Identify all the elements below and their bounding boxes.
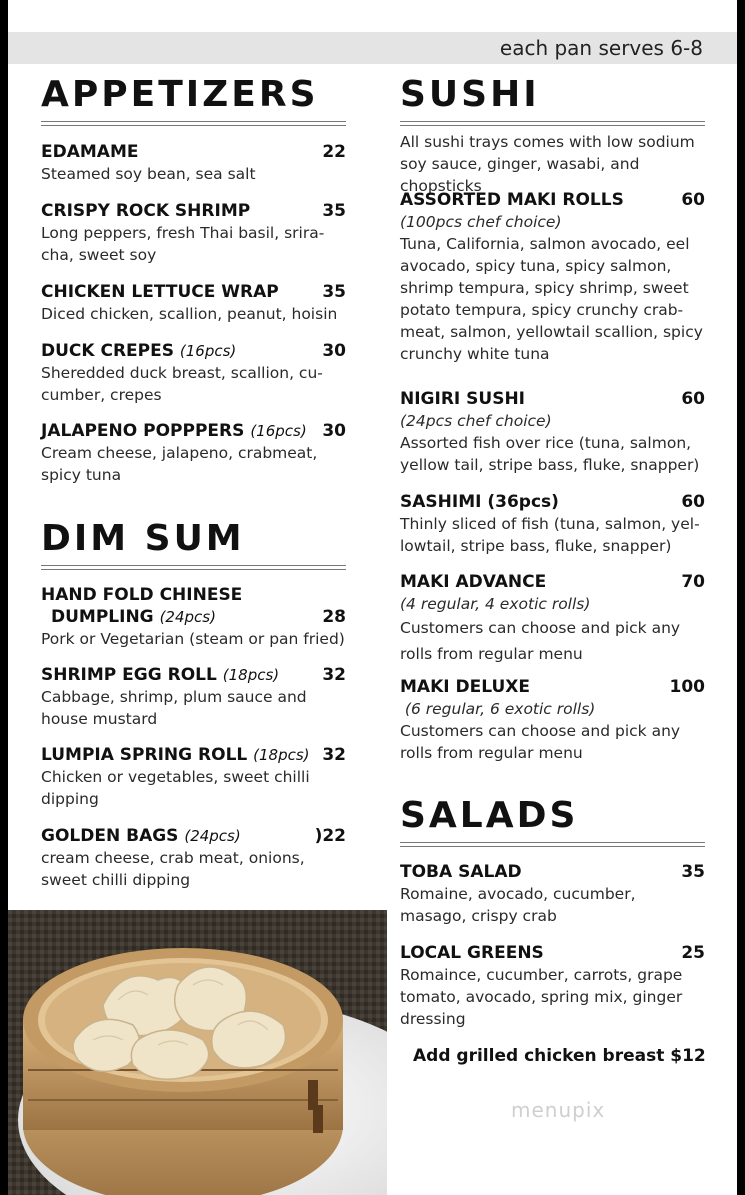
item-note: (4 regular, 4 exotic rolls)	[400, 595, 591, 613]
item-name: HAND FOLD CHINESE	[41, 585, 243, 605]
item-note: (100pcs chef choice)	[400, 213, 562, 231]
salads-heading: SALADS	[400, 795, 579, 836]
item-note: (24pcs chef choice)	[400, 412, 552, 430]
item-price: 32	[322, 745, 346, 765]
item-desc: Steamed soy bean, sea salt	[41, 165, 256, 183]
menu-item	[41, 420, 346, 486]
item-note: (18pcs)	[253, 746, 310, 764]
item-note: (6 regular, 6 exotic rolls)	[400, 700, 596, 718]
item-price: 60	[681, 492, 705, 512]
dumpling-photo	[8, 910, 387, 1195]
item-desc: Diced chicken, scallion, peanut, hoisin	[41, 305, 338, 323]
item-desc: Long peppers, fresh Thai basil, srira-cha, sweet soy	[41, 224, 325, 264]
item-name: MAKI DELUXE	[400, 677, 530, 697]
item-name	[41, 825, 346, 847]
item-name: CHICKEN LETTUCE WRAP	[41, 282, 279, 302]
item-note: (24pcs)	[184, 827, 241, 845]
item-name: TOBA SALAD	[400, 862, 522, 882]
item-price: 60	[681, 389, 705, 409]
sushi-intro-text: All sushi trays comes with low sodium soy sauce, ginger, wasabi, and chopsticks	[400, 133, 695, 195]
menu-page	[8, 0, 737, 1195]
menu-item	[41, 664, 346, 730]
item-name: MAKI ADVANCE	[400, 572, 547, 592]
item-desc: Cream cheese, jalapeno, crabmeat, spicy tuna	[41, 444, 318, 484]
item-name-text: DUMPLING	[51, 607, 154, 627]
item-desc: cream cheese, crab meat, onions, sweet chilli dipping	[41, 849, 305, 889]
item-note: (16pcs)	[179, 342, 237, 360]
item-price: 35	[322, 201, 346, 221]
dumpling-steamer-image	[8, 910, 387, 1195]
menu-item	[400, 861, 705, 927]
dimsum-divider	[41, 565, 346, 570]
item-price: 22	[322, 142, 346, 162]
appetizers-heading: APPETIZERS	[41, 74, 319, 115]
menu-item	[41, 200, 346, 266]
menu-item	[41, 744, 346, 810]
item-name-text: GOLDEN BAGS	[41, 826, 179, 846]
item-name	[41, 664, 346, 686]
item-name-text: JALAPENO POPPPERS	[41, 421, 245, 441]
item-name: ASSORTED MAKI ROLLS	[400, 190, 624, 210]
item-desc: Customers can choose and pick any rolls from regular menu	[400, 619, 681, 663]
item-note: (16pcs)	[250, 422, 307, 440]
item-name	[41, 420, 346, 442]
item-name-text: DUCK CREPES	[41, 341, 174, 361]
menu-item	[400, 942, 705, 1030]
menu-item	[41, 141, 346, 185]
appetizers-divider	[41, 121, 346, 126]
item-price: 35	[681, 862, 705, 882]
item-price: 30	[322, 341, 346, 361]
item-price: 25	[681, 943, 705, 963]
item-desc: Assorted fish over rice (tuna, salmon, yellow tail, stripe bass, fluke, snapper)	[400, 434, 700, 474]
menu-item	[41, 340, 346, 406]
item-desc: Thinly sliced of fish (tuna, salmon, yel-lowtail, stripe bass, fluke, snapper)	[400, 515, 700, 555]
item-desc: Romaince, cucumber, carrots, grape tomato, avocado, spring mix, ginger dressing	[400, 966, 683, 1028]
item-desc: Pork or Vegetarian (steam or pan fried)	[41, 630, 345, 648]
item-name: LOCAL GREENS	[400, 943, 544, 963]
sushi-heading: SUSHI	[400, 74, 540, 115]
item-note: (18pcs)	[222, 666, 280, 684]
item-desc: Sheredded duck breast, scallion, cu-cumber, crepes	[41, 364, 323, 404]
item-name-text: SHRIMP EGG ROLL	[41, 665, 217, 685]
item-price: 60	[681, 190, 705, 210]
dimsum-heading: DIM SUM	[41, 518, 245, 559]
item-name	[41, 744, 346, 766]
item-name: EDAMAME	[41, 142, 139, 162]
item-desc: Chicken or vegetables, sweet chilli dipping	[41, 768, 310, 808]
menu-item	[41, 584, 346, 650]
item-desc: Cabbage, shrimp, plum sauce and house mustard	[41, 688, 307, 728]
sushi-intro	[400, 131, 705, 197]
sushi-divider	[400, 121, 705, 126]
salad-addon: Add grilled chicken breast $12	[413, 1046, 706, 1066]
salads-divider	[400, 842, 705, 847]
item-name: SASHIMI (36pcs)	[400, 492, 559, 512]
item-name-cont	[41, 606, 346, 628]
item-price: 28	[322, 607, 346, 627]
menu-item	[400, 388, 705, 476]
item-desc: Tuna, California, salmon avocado, eel avocado, spicy tuna, spicy salmon, shrimp tempura, spicy shrimp, sweet potato tempura, spicy crunchy crab-meat, salmon, yellowtail scallion, spicy crunchy white tuna	[400, 235, 703, 363]
item-price: 35	[322, 282, 346, 302]
item-note: (24pcs)	[159, 608, 216, 626]
item-name: CRISPY ROCK SHRIMP	[41, 201, 251, 221]
item-desc: Romaine, avocado, cucumber, masago, crispy crab	[400, 885, 636, 925]
item-desc: Customers can choose and pick any rolls from regular menu	[400, 722, 681, 762]
item-name: NIGIRI SUSHI	[400, 389, 526, 409]
top-banner	[8, 32, 737, 64]
menu-item	[400, 189, 705, 365]
item-name	[41, 340, 346, 362]
menu-item	[400, 571, 705, 667]
menu-item	[41, 825, 346, 891]
watermark-logo: menupix	[511, 1098, 606, 1122]
menu-item	[41, 281, 346, 325]
menu-item	[400, 491, 705, 557]
item-price: )22	[314, 826, 346, 846]
item-name-text: LUMPIA SPRING ROLL	[41, 745, 248, 765]
item-price: 32	[322, 665, 346, 685]
item-price: 70	[681, 572, 705, 592]
menu-item	[400, 676, 705, 764]
item-price: 30	[322, 421, 346, 441]
item-price: 100	[669, 677, 705, 697]
serves-note: each pan serves 6-8	[499, 36, 703, 60]
